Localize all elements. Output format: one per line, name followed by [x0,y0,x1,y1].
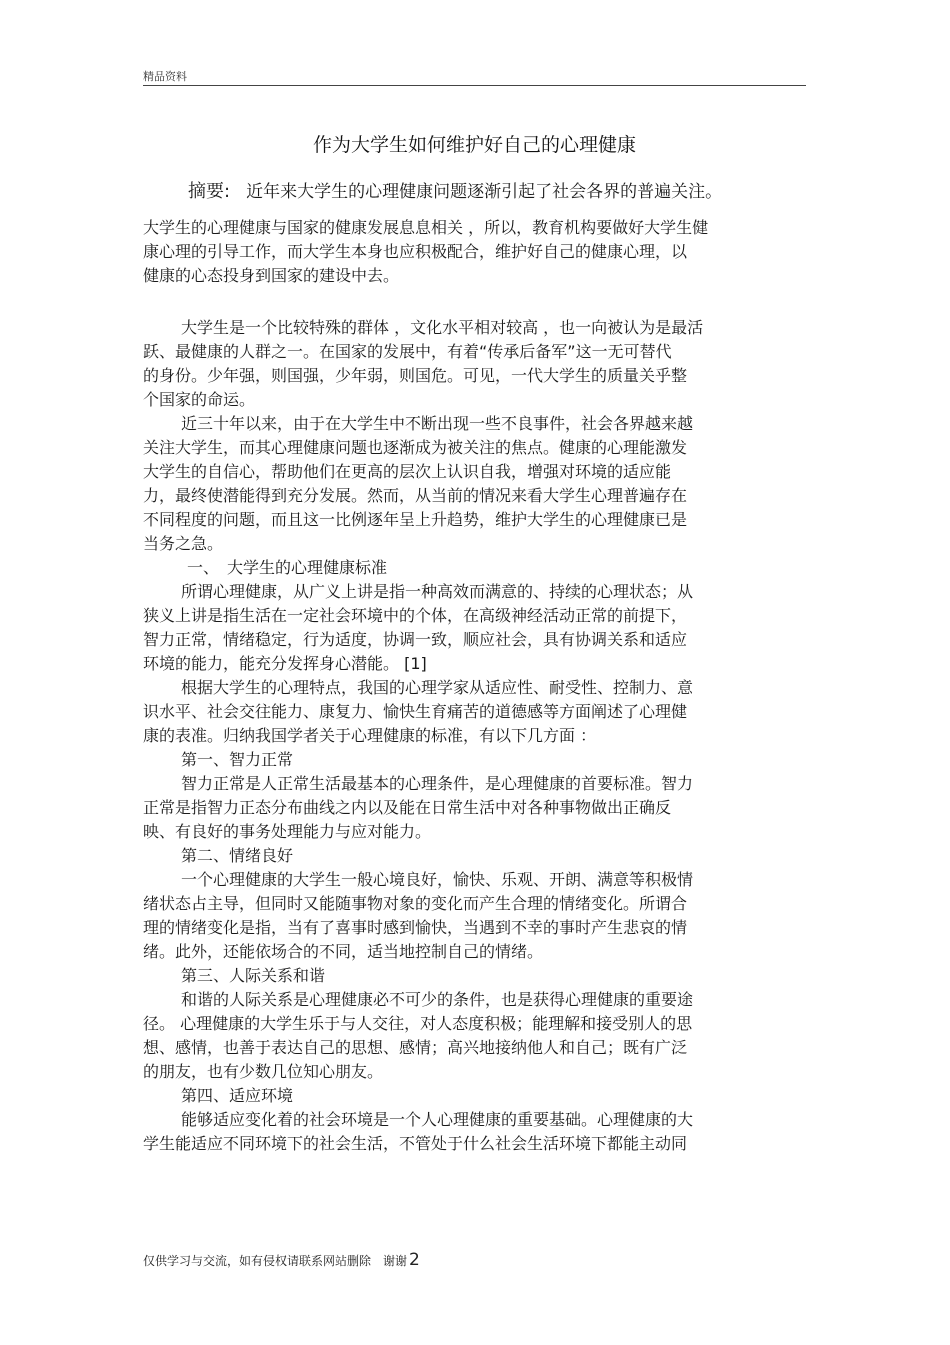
body-line: 环境的能力，能充分发挥身心潜能。 [1] [143,654,427,673]
body-line: 绪状态占主导，但同时又能随事物对象的变化而产生合理的情绪变化。所谓合 [143,894,688,913]
body-line: 学生能适应不同环境下的社会生活，不管处于什么社会生活环境下都能主动同 [143,1134,688,1153]
main-body [143,316,808,1156]
body-line: 智力正常是人正常生活最基本的心理条件，是心理健康的首要标准。智力 [181,774,694,793]
body-line: 第一、智力正常 [181,750,294,769]
body-line: 径。 心理健康的大学生乐于与人交往，对人态度积极；能理解和接受别人的思 [143,1014,693,1033]
abstract-line: 健康的心态投身到国家的建设中去。 [143,266,400,285]
body-line: 正常是指智力正态分布曲线之内以及能在日常生活中对各种事物做出正确反 [143,798,672,817]
page-number: 2 [409,1250,420,1270]
header-label: 精品资料 [143,70,187,83]
body-line: 智力正常，情绪稳定，行为适度，协调一致，顺应社会，具有协调关系和适应 [143,630,688,649]
body-line: 当务之急。 [143,534,224,553]
body-line: 力，最终使潜能得到充分发展。然而，从当前的情况来看大学生心理普遍存在 [143,486,688,505]
body-line: 所谓心理健康，从广义上讲是指一种高效而满意的、持续的心理状态；从 [181,582,694,601]
body-line: 的身份。少年强，则国强，少年弱，则国危。可见，一代大学生的质量关乎整 [143,366,688,385]
section-heading: 一、 大学生的心理健康标准 [187,558,388,577]
body-line: 跃、最健康的人群之一。在国家的发展中，有着“传承后备军”这一无可替代 [143,342,672,361]
body-line: 狭义上讲是指生活在一定社会环境中的个体，在高级神经活动正常的前提下， [143,606,688,625]
body-line: 第四、适应环境 [181,1086,294,1105]
abstract-first-text: 近年来大学生的心理健康问题逐渐引起了社会各界的普遍关注。 [246,182,723,202]
abstract-line: 大学生的心理健康与国家的健康发展息息相关 ，所以，教育机构要做好大学生健 [143,218,709,237]
body-line: 大学生的自信心，帮助他们在更高的层次上认识自我，增强对环境的适应能 [143,462,672,481]
body-line: 绪。此外，还能依场合的不同，适当地控制自己的情绪。 [143,942,544,961]
body-line: 想、感情，也善于表达自己的思想、感情；高兴地接纳他人和自己；既有广泛 [143,1038,688,1057]
body-line: 一个心理健康的大学生一般心境良好，愉快、乐观、开朗、满意等积极情 [181,870,694,889]
abstract-body [143,216,808,288]
body-line: 理的情绪变化是指，当有了喜事时感到愉快，当遇到不幸的事时产生悲哀的情 [143,918,688,937]
body-line: 康的表准。归纳我国学者关于心理健康的标准，有以下几方面 ： [143,726,597,745]
body-line: 映、有良好的事务处理能力与应对能力。 [143,822,432,841]
body-line: 的朋友，也有少数几位知心朋友。 [143,1062,384,1081]
body-line: 大学生是一个比较特殊的群体 ，文化水平相对较高 ，也一向被认为是最活 [181,318,704,337]
body-line: 第三、人际关系和谐 [181,966,326,985]
footer-note [143,1250,420,1270]
body-line: 不同程度的问题，而且这一比例逐年呈上升趋势，维护大学生的心理健康已是 [143,510,688,529]
body-line: 根据大学生的心理特点，我国的心理学家从适应性、耐受性、控制力、意 [181,678,694,697]
document-title: 作为大学生如何维护好自己的心理健康 [312,134,636,156]
body-line: 和谐的人际关系是心理健康必不可少的条件，也是获得心理健康的重要途 [181,990,694,1009]
header-divider [143,85,806,86]
body-line: 第二、情绪良好 [181,846,294,865]
body-line: 能够适应变化着的社会环境是一个人心理健康的重要基础。心理健康的大 [181,1110,694,1129]
abstract-label: 摘要: [188,181,231,202]
body-line: 关注大学生，而其心理健康问题也逐渐成为被关注的焦点。健康的心理能激发 [143,438,688,457]
body-line: 识水平、社会交往能力、康复力、愉快生育痛苦的道德感等方面阐述了心理健 [143,702,688,721]
body-line: 近三十年以来，由于在大学生中不断出现一些不良事件，社会各界越来越 [181,414,694,433]
body-line: 个国家的命运。 [143,390,256,409]
abstract-line: 康心理的引导工作，而大学生本身也应积极配合，维护好自己的健康心理，以 [143,242,688,261]
abstract-first-line [188,180,828,204]
footer-text: 仅供学习与交流，如有侵权请联系网站删除 谢谢 [143,1254,408,1268]
